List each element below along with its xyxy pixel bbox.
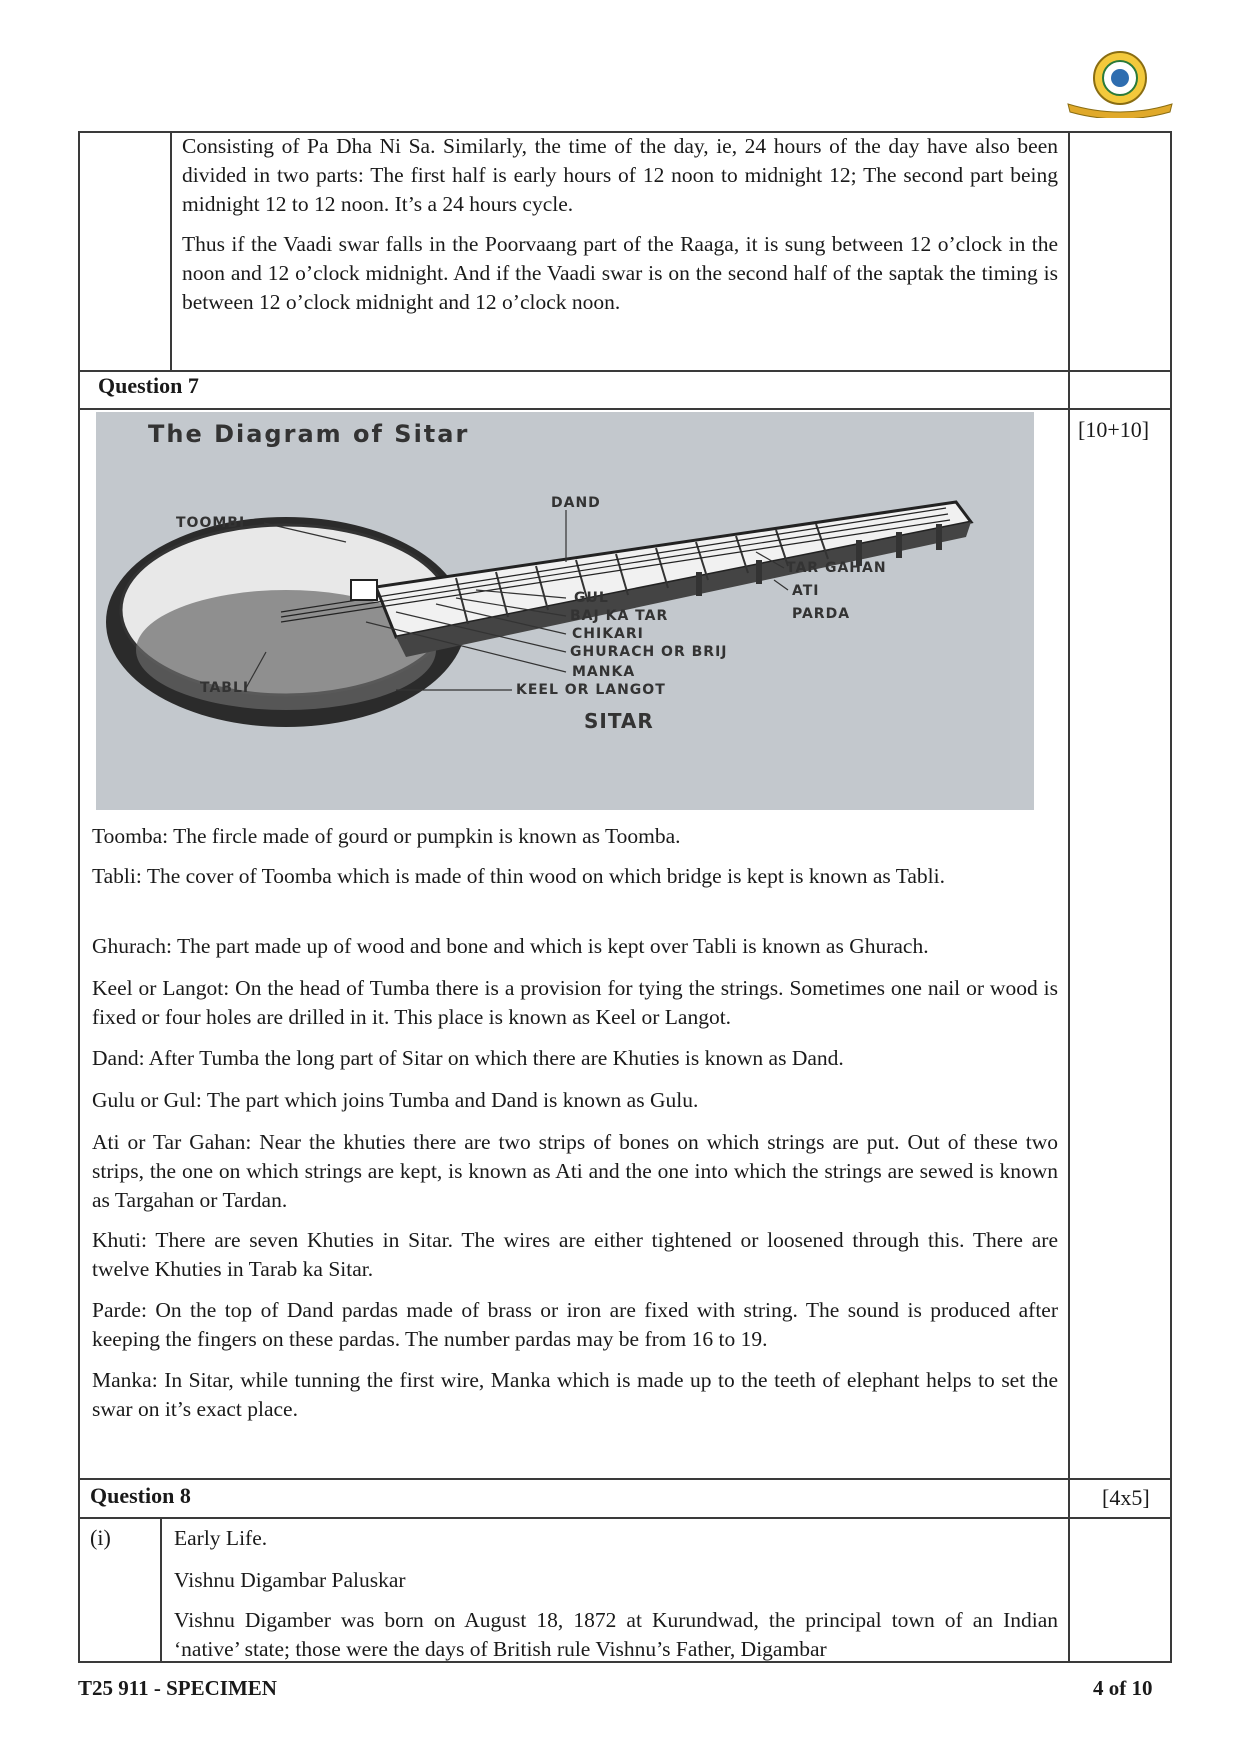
label-tabli: TABLI <box>200 680 250 696</box>
label-gul: GUL <box>574 590 609 606</box>
top-paragraph-2: Thus if the Vaadi swar falls in the Poorvaang part of the Raaga, it is sung between 12 o’clock in the noon and 12 o’clock midnight. And if the Vaadi swar is on the second half of the saptak the timing is between 12 o’clock midnight and 12 o’clock noon. <box>182 232 1058 314</box>
q7-paragraph-ati: Ati or Tar Gahan: Near the khuties there are two strips of bones on which strings are put. Out of these two strips, the one on which strings are kept, is known as Ati and the one into which the strings are sewed is known as Targahan or Tardan. <box>92 1130 1058 1212</box>
sitar-diagram <box>96 412 1034 810</box>
question-8-marks: [4x5] <box>1102 1485 1150 1510</box>
label-parda: PARDA <box>792 606 851 622</box>
q7-paragraph-ghurach: Ghurach: The part made up of wood and bone and which is kept over Tabli is known as Ghurach. <box>92 934 929 958</box>
q8-line-name: Vishnu Digambar Paluskar <box>174 1568 406 1592</box>
label-ghurach: GHURACH OR BRIJ <box>570 644 728 660</box>
label-keel: KEEL OR LANGOT <box>516 682 666 698</box>
q7-paragraph-tabli: Tabli: The cover of Toomba which is made of thin wood on which bridge is kept is known as Tabli. <box>92 864 945 888</box>
question-7-heading: Question 7 <box>98 373 199 398</box>
q7-paragraph-keel: Keel or Langot: On the head of Tumba there is a provision for tying the strings. Sometimes one nail or wood is fixed or four holes are drilled in it. This place is known as Keel or Langot. <box>92 976 1058 1029</box>
footer-code: T25 911 - SPECIMEN <box>78 1676 277 1700</box>
label-dand: DAND <box>551 495 601 511</box>
label-tar-gahan: TAR GAHAN <box>786 560 887 576</box>
label-chikari: CHIKARI <box>572 626 644 642</box>
q8-item-label: (i) <box>90 1525 111 1550</box>
question-8-heading: Question 8 <box>90 1483 191 1508</box>
q8-paragraph: Vishnu Digamber was born on August 18, 1872 at Kurundwad, the principal town of an Indian ‘native’ state; those were the days of British rule Vishnu’s Father, Digambar <box>174 1608 1058 1661</box>
footer-page-number: 4 of 10 <box>1093 1676 1153 1700</box>
q7-paragraph-khuti: Khuti: There are seven Khuties in Sitar. The wires are either tightened or loosened through this. There are twelve Khuties in Tarab ka Sitar. <box>92 1228 1058 1281</box>
label-manka: MANKA <box>572 664 636 680</box>
top-paragraph-1: Consisting of Pa Dha Ni Sa. Similarly, the time of the day, ie, 24 hours of the day have also been divided in two parts: The first half is early hours of 12 noon to midnight 12; The second part being midnight 12 to 12 noon. It’s a 24 hours cycle. <box>182 134 1058 216</box>
cisce-logo <box>1060 46 1178 118</box>
label-toombi: TOOMBI <box>176 515 246 531</box>
question-7-marks: [10+10] <box>1078 417 1150 442</box>
q7-paragraph-dand: Dand: After Tumba the long part of Sitar on which there are Khuties is known as Dand. <box>92 1046 844 1070</box>
diagram-caption: SITAR <box>584 709 654 733</box>
label-ati: ATI <box>792 583 820 599</box>
q7-paragraph-parde: Parde: On the top of Dand pardas made of brass or iron are fixed with string. The sound is produced after keeping the fingers on these pardas. The number pardas may be from 16 to 19. <box>92 1298 1058 1351</box>
q7-paragraph-toomba: Toomba: The fircle made of gourd or pumpkin is known as Toomba. <box>92 824 681 848</box>
q7-paragraph-gul: Gulu or Gul: The part which joins Tumba and Dand is known as Gulu. <box>92 1088 699 1112</box>
diagram-title: The Diagram of Sitar <box>148 420 470 448</box>
q8-line-early-life: Early Life. <box>174 1526 268 1550</box>
q7-paragraph-manka: Manka: In Sitar, while tunning the first wire, Manka which is made up to the teeth of elephant helps to set the swar on it’s exact place. <box>92 1368 1058 1421</box>
label-baj-ka-tar: BAJ KA TAR <box>570 608 669 624</box>
